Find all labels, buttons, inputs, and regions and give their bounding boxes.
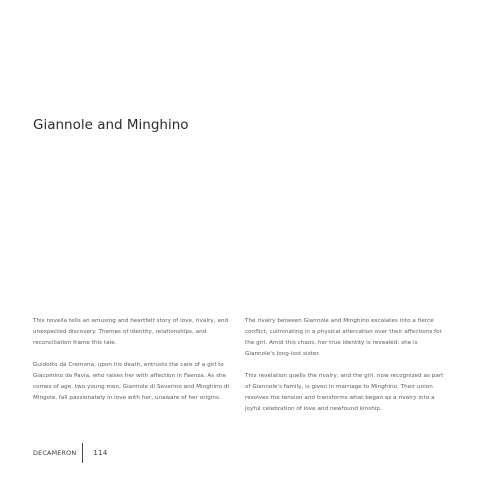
paragraph: This novella tells an amusing and heartfelt story of love, rivalry, and unexpected discovery. Themes of identity, relationships, and reconciliation frame this tale. — [33, 318, 229, 346]
paragraph: Guidotto da Cremona, upon his death, entrusts the care of a girl to Giacomino da Pavia, who raises her with affection in Faenza. As she comes of age, two young men, Giannole di Severino and Minghino di Mingole, fall passionately in love with her, unaware of her origins. — [33, 362, 230, 401]
page-footer — [33, 442, 108, 464]
paragraph: The rivalry between Giannole and Minghino escalates into a fierce conflict, culminating in a physical altercation over their affections for the girl. Amid this chaos, her true identity is revealed: she is Giannole's long-lost sister. — [245, 318, 442, 357]
running-head: DECAMERON — [33, 449, 77, 457]
text-column-right — [245, 316, 445, 415]
text-column-left — [33, 316, 233, 404]
paragraph: This revelation quells the rivalry, and the girl, now recognized as part of Giannole's family, is given in marriage to Minghino. Their union resolves the tension and transforms what began as a rivalry into a joyful celebration of love and newfound kinship. — [245, 373, 444, 412]
page-number: 114 — [93, 449, 108, 457]
page-title: Giannole and Minghino — [33, 117, 189, 134]
footer-divider — [82, 443, 83, 463]
